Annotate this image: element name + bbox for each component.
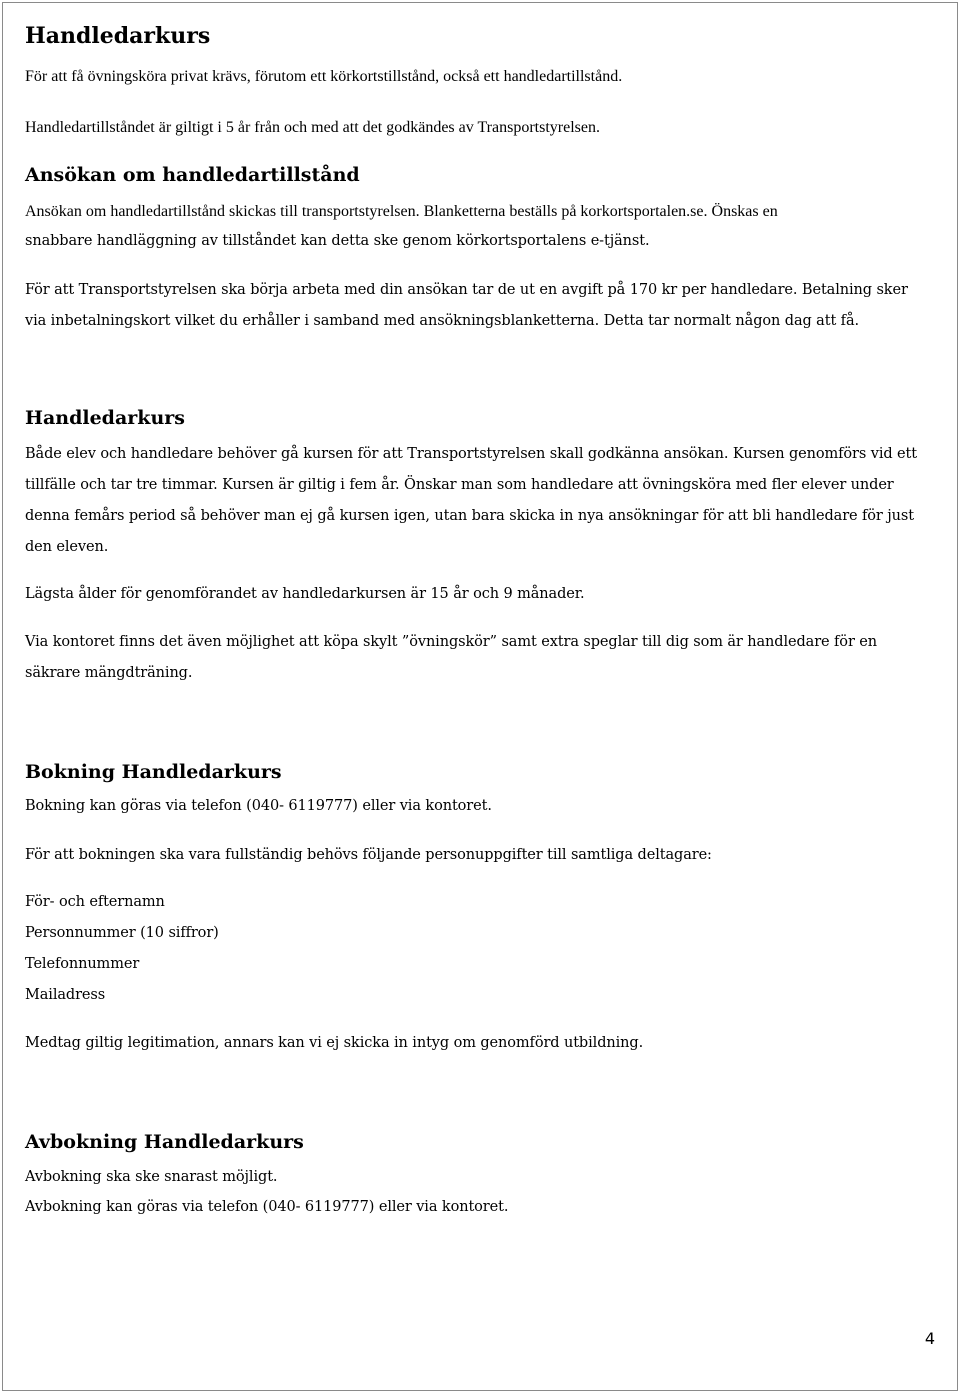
course-line-4: den eleven.	[25, 539, 109, 555]
application-heading: Ansökan om handledartillstånd	[25, 164, 360, 186]
course-line-7: säkrare mängdträning.	[25, 665, 193, 681]
intro-line-1: För att få övningsköra privat krävs, förutom ett körkortstillstånd, också ett handledartillstånd.	[25, 68, 623, 85]
document-page	[2, 2, 958, 1391]
booking-line-2: För att bokningen ska vara fullständig behövs följande personuppgifter till samtliga deltagare:	[25, 847, 712, 863]
booking-list-item: För- och efternamn	[25, 894, 165, 910]
course-line-6: Via kontoret finns det även möjlighet att köpa skylt ”övningskör” samt extra speglar till dig som är handledare för en	[25, 634, 877, 650]
cancellation-heading: Avbokning Handledarkurs	[25, 1131, 304, 1153]
application-line-2: snabbare handläggning av tillståndet kan detta ske genom körkortsportalens e-tjänst.	[25, 233, 650, 249]
booking-list-item: Telefonnummer	[25, 956, 140, 972]
course-line-2: tillfälle och tar tre timmar. Kursen är giltig i fem år. Önskar man som handledare att övningsköra med fler elever under	[25, 477, 894, 493]
application-line-3: För att Transportstyrelsen ska börja arbeta med din ansökan tar de ut en avgift på 170 kr per handledare. Betalning sker	[25, 282, 908, 298]
cancellation-line-1: Avbokning ska ske snarast möjligt.	[25, 1169, 278, 1185]
cancellation-line-2: Avbokning kan göras via telefon (040- 6119777) eller via kontoret.	[25, 1199, 509, 1215]
page-title: Handledarkurs	[25, 23, 211, 49]
booking-list-item: Personnummer (10 siffror)	[25, 925, 219, 941]
course-line-1: Både elev och handledare behöver gå kursen för att Transportstyrelsen skall godkänna ansökan. Kursen genomförs vid ett	[25, 446, 917, 462]
booking-list-item: Mailadress	[25, 987, 106, 1003]
course-line-3: denna femårs period så behöver man ej gå kursen igen, utan bara skicka in nya ansökningar för att bli handledare för just	[25, 508, 914, 524]
course-heading: Handledarkurs	[25, 407, 185, 429]
application-line-4: via inbetalningskort vilket du erhåller i samband med ansökningsblanketterna. Detta tar normalt någon dag att få.	[25, 313, 860, 329]
application-line-1: Ansökan om handledartillstånd skickas till transportstyrelsen. Blanketterna beställs på korkortsportalen.se. Önskas en	[25, 203, 778, 220]
booking-line-1: Bokning kan göras via telefon (040- 6119777) eller via kontoret.	[25, 798, 492, 814]
course-line-5: Lägsta ålder för genomförandet av handledarkursen är 15 år och 9 månader.	[25, 586, 585, 602]
booking-note: Medtag giltig legitimation, annars kan vi ej skicka in intyg om genomförd utbildning.	[25, 1035, 644, 1051]
booking-heading: Bokning Handledarkurs	[25, 761, 282, 783]
page-number: 4	[924, 1329, 935, 1348]
intro-line-2: Handledartillståndet är giltigt i 5 år från och med att det godkändes av Transportstyrelsen.	[25, 119, 600, 136]
